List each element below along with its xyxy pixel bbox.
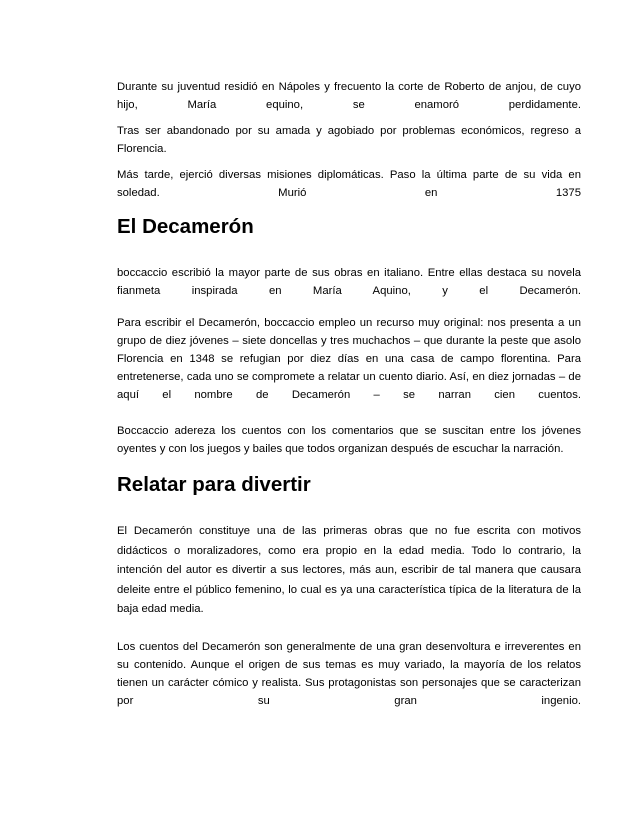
relatar-paragraph-1: El Decamerón constituye una de las primeras obras que no fue escrita con motivos didácticos o moralizadores, como era propio en la edad media. Todo lo contrario, la intención del autor es divertir a sus lectores, más aun, escribir de tal manera que causara deleite entre el público femenino, lo cual es ya una característica típica de la literatura de la baja edad media. — [117, 525, 581, 615]
intro-paragraph-1: Durante su juventud residió en Nápoles y frecuento la corte de Roberto de anjou, de cuyo hijo, María equino, se enamoró perdidamente. — [117, 81, 581, 111]
intro-paragraph-2: Tras ser abandonado por su amada y agobiado por problemas económicos, regreso a Florencia. — [117, 125, 581, 155]
decameron-paragraph-2: Para escribir el Decamerón, boccaccio empleo un recurso muy original: nos presenta a un grupo de diez jóvenes – siete doncellas y tres muchachos – que durante la peste que asolo Florencia en 1348 se refugian por diez días en una casa de campo florentina. Para entretenerse, cada uno se compromete a relatar un cuento diario. Así, en diez jornadas – de aquí el nombre de Decamerón – se narran cien cuentos. — [117, 317, 581, 401]
section-heading-decameron: El Decamerón — [117, 215, 254, 238]
decameron-paragraph-3: Boccaccio adereza los cuentos con los comentarios que se suscitan entre los jóvenes oyentes y con los juegos y bailes que todos organizan después de escuchar la narración. — [117, 425, 581, 455]
section-heading-relatar: Relatar para divertir — [117, 473, 311, 496]
intro-paragraph-3: Más tarde, ejerció diversas misiones diplomáticas. Paso la última parte de su vida en soledad. Murió en 1375 — [117, 169, 581, 199]
relatar-paragraph-2: Los cuentos del Decamerón son generalmente de una gran desenvoltura e irreverentes en su contenido. Aunque el origen de sus temas es muy variado, la mayoría de los relatos tienen un carácter cómico y realista. Sus protagonistas son personajes que se caracterizan por su gran ingenio. — [117, 640, 581, 707]
decameron-paragraph-1: boccaccio escribió la mayor parte de sus obras en italiano. Entre ellas destaca su novela fianmeta inspirada en María Aquino, y el Decamerón. — [117, 267, 581, 297]
